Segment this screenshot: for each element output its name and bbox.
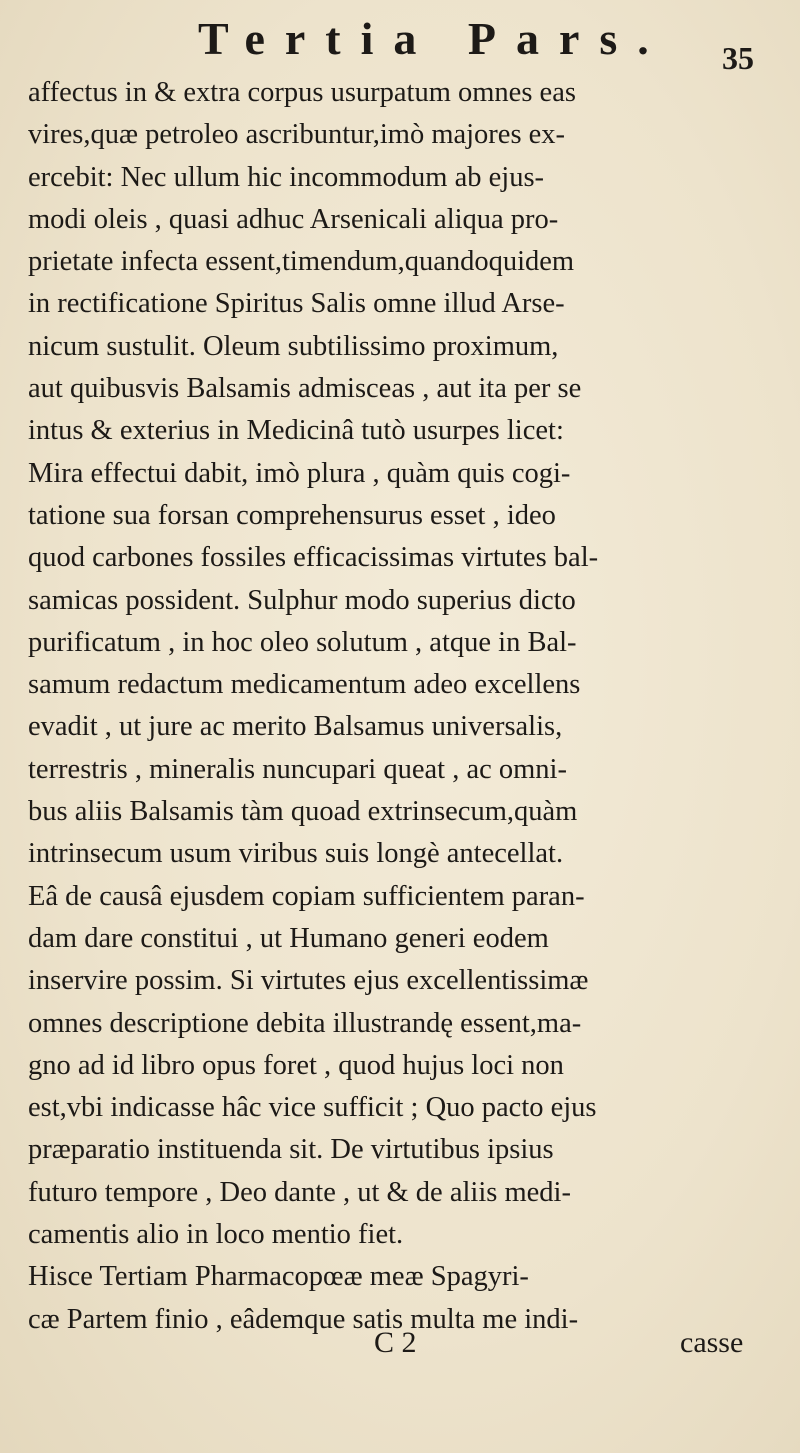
text-line: prietate infecta essent,timendum,quandoquidem [28,246,575,278]
catchline [0,1320,800,1366]
text-line: dam dare constitui , ut Humano generi eodem [28,922,549,954]
text-line: aut quibusvis Balsamis admisceas , aut ita per se [28,373,582,405]
text-line: præparatio instituenda sit. De virtutibus ipsius [28,1134,554,1166]
text-line: Eâ de causâ ejusdem copiam sufficientem paran- [28,880,585,912]
text-line: vires,quæ petroleo ascribuntur,imò majores ex- [28,119,566,151]
text-line: inservire possim. Si virtutes ejus excellentissimæ [28,965,589,997]
text-line: tatione sua forsan comprehensurus esset , ideo [28,499,556,531]
text-line: samicas possident. Sulphur modo superius dicto [28,584,576,616]
text-line: samum redactum medicamentum adeo excellens [28,669,581,701]
text-line: purificatum , in hoc oleo solutum , atque in Bal- [28,626,577,658]
text-line: affectus in & extra corpus usurpatum omnes eas [28,77,576,108]
body-text [28,72,788,1341]
text-line: nicum sustulit. Oleum subtilissimo proximum, [28,330,559,362]
running-head: Tertia Pars. [198,13,669,64]
text-line: modi oleis , quasi adhuc Arsenicali aliqua pro- [28,203,559,235]
text-line: intus & exterius in Medicinâ tutò usurpes licet: [28,415,564,447]
page-number: 35 [722,40,754,76]
text-line: bus aliis Balsamis tàm quoad extrinsecum,quàm [28,796,578,828]
text-line: ercebit: Nec ullum hic incommodum ab ejus- [28,161,545,193]
text-line: omnes descriptione debita illustrandę essent,ma- [28,1007,582,1039]
text-line: terrestris , mineralis nuncupari queat , ac omni- [28,753,567,785]
text-line: quod carbones fossiles efficacissimas virtutes bal- [28,542,599,574]
text-line: gno ad id libro opus foret , quod hujus loci non [28,1049,564,1081]
text-line: in rectificatione Spiritus Salis omne illud Arse- [28,288,565,320]
text-line: est,vbi indicasse hâc vice sufficit ; Quo pacto ejus [28,1092,597,1124]
text-line: futuro tempore , Deo dante , ut & de aliis medi- [28,1176,571,1208]
catchword: casse [680,1326,744,1359]
text-line: Mira effectui dabit, imò plura , quàm quis cogi- [28,457,571,489]
signature-mark: C 2 [374,1326,417,1359]
text-line: Hisce Tertiam Pharmacopœæ meæ Spagyri- [28,1261,529,1293]
text-line: camentis alio in loco mentio fiet. [28,1219,404,1251]
text-line: cæ Partem finio , eâdemque satis multa me indi- [28,1303,579,1335]
text-line: evadit , ut jure ac merito Balsamus universalis, [28,711,563,743]
text-line: intrinsecum usum viribus suis longè antecellat. [28,838,564,870]
